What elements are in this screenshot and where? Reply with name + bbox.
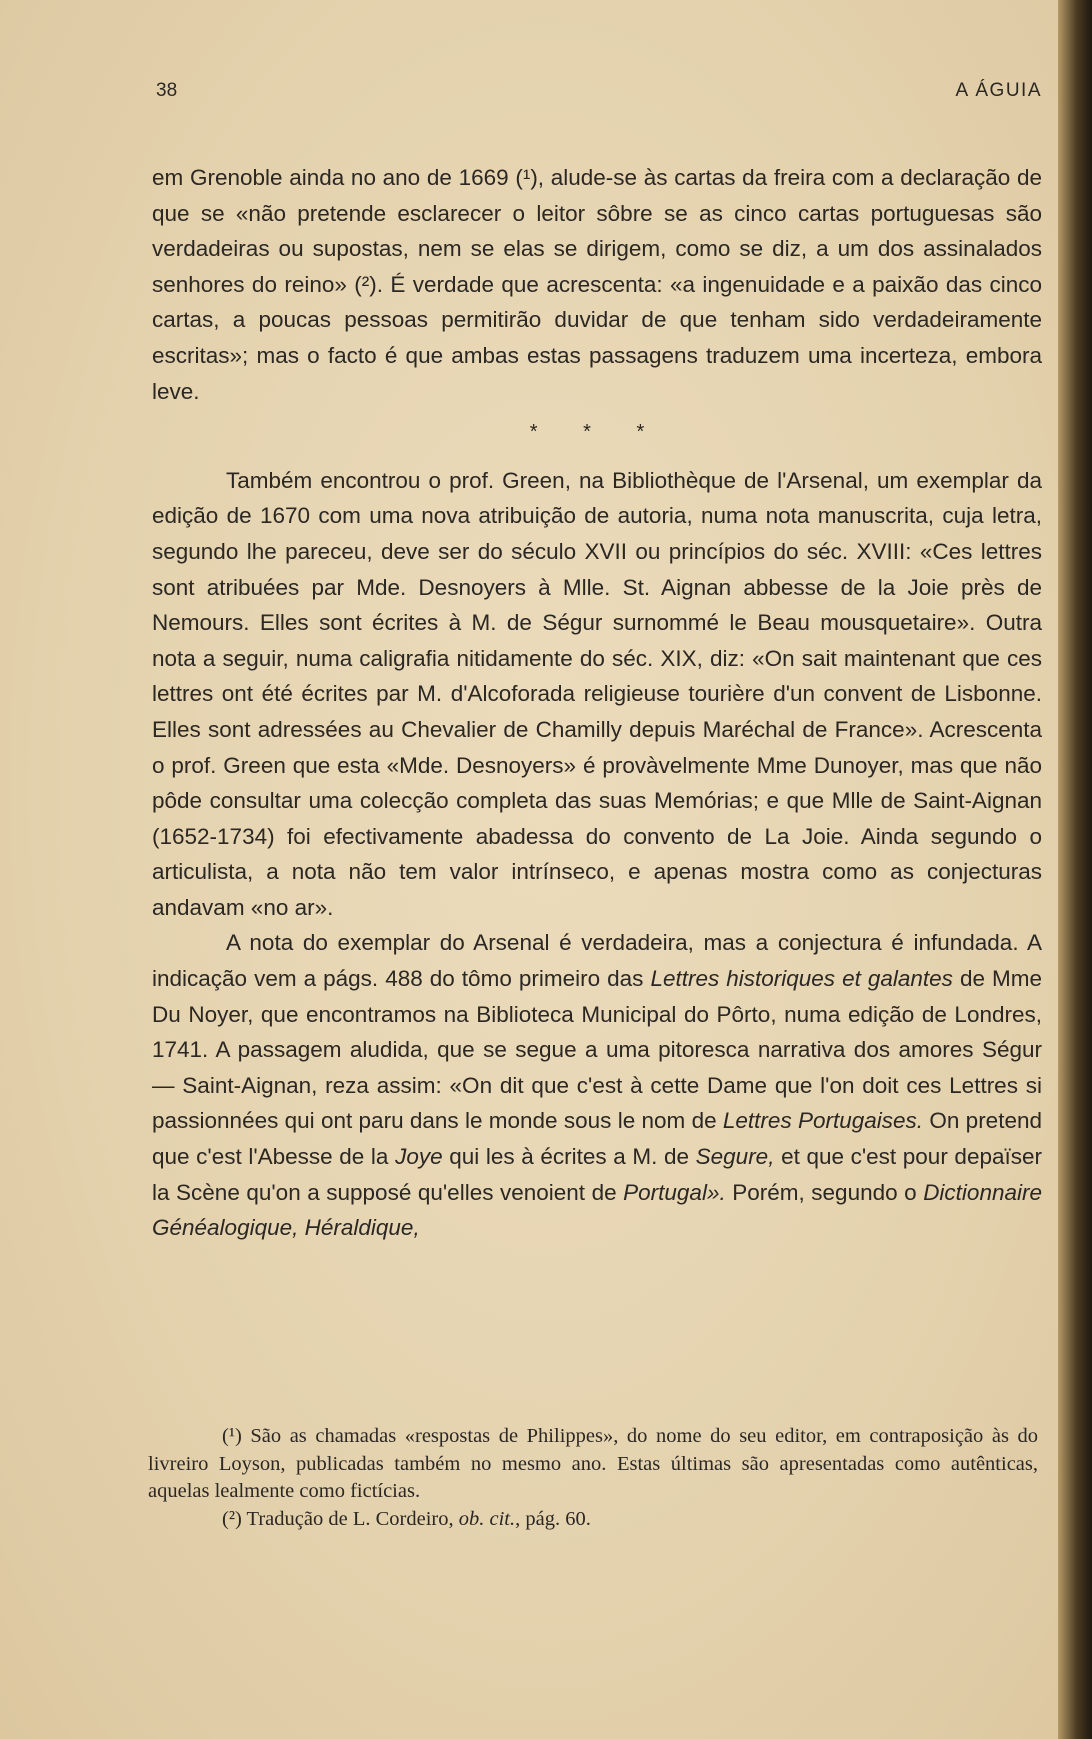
paragraph-3-text: et que c'est pour depaïser la Scène qu'on a supposé qu'elles venoient de <box>152 1144 1042 1205</box>
footnote-2 <box>148 1506 1038 1534</box>
footnotes <box>148 1423 1038 1533</box>
paragraph-2: Também encontrou o prof. Green, na Bibliothèque de l'Arsenal, um exemplar da edição de 1670 com uma nova atribuição de autoria, numa nota manuscrita, cuja letra, segundo lhe pareceu, deve ser do século XVII ou princípios do séc. XVIII: «Ces lettres sont atribuées par Mde. Desnoyers à Mlle. St. Aignan abbesse de la Joie près de Nemours. Elles sont écrites à M. de Ségur surnommé le Beau mousquetaire». Outra nota a seguir, numa caligrafia nitidamente do séc. XIX, diz: «On sait maintenant que ces lettres ont été écrites par M. d'Alcoforada religieuse tourière d'un convent de Lisbonne. Elles sont adressées au Chevalier de Chamilly depuis Maréchal de France». Acrescenta o prof. Green que esta «Mde. Desnoyers» é provàvelmente Mme Dunoyer, mas que não pôde consultar uma colecção completa das suas Memórias; e que Mlle de Saint-Aignan (1652-1734) foi efectivamente abadessa do convento de La Joie. Ainda segundo o articulista, a nota não tem valor intrínseco, e apenas mostra como as conjecturas andavam «no ar». <box>152 467 1042 920</box>
citation-abbrev: ob. cit. <box>458 1507 516 1530</box>
page-number: 38 <box>156 80 178 101</box>
paragraph-3-text: de Mme Du Noyer, que encontramos na Biblioteca Municipal do Pôrto, numa edição de Londres, 1741. A passagem aludida, que se segue a uma pitoresca narrativa dos amores Ségur — Saint-Aignan, reza assim: «On dit que c'est à cette Dame que l'on doit ces Lettres si passionnées qui ont paru dans le monde sous le nom de <box>152 966 1042 1134</box>
italic-word: Joye <box>395 1144 443 1170</box>
page-edge <box>1058 0 1092 1739</box>
paragraph-3-text: A nota do exemplar do Arsenal é verdadeira, mas a conjectura é infundada. A indicação vem a págs. 488 do tômo primeiro das <box>152 930 1042 992</box>
section-separator: * * * <box>529 421 665 444</box>
running-title: A ÁGUIA <box>955 80 1042 101</box>
book-title: Dictionnaire Généalogique, Héraldique, <box>152 1179 1042 1241</box>
page-header <box>156 80 1052 110</box>
body-text <box>152 160 1042 1246</box>
book-title: Lettres Portugaises. <box>722 1108 924 1134</box>
paragraph-1: em Grenoble ainda no ano de 1669 (¹), alude-se às cartas da freira com a declaração de que se «não pretende esclarecer o leitor sôbre se as cinco cartas portuguesas são verdadeiras ou supostas, nem se elas se dirigem, como se diz, a um dos assinalados senhores do reino» (²). É verdade que acrescenta: «a ingenuidade e a paixão das cinco cartas, a poucas pessoas permitirão duvidar de que tenham sido verdadeiramente escritas»; mas o facto é que ambas estas passagens traduzem uma incerteza, embora leve. <box>152 165 1042 404</box>
italic-word: Segure, <box>695 1144 775 1170</box>
paragraph-3-text: Porém, segundo o <box>725 1179 924 1205</box>
paragraph-3-text: qui les à écrites a M. de <box>442 1144 696 1170</box>
footnote-2-text: , pág. 60. <box>515 1507 591 1530</box>
paragraph-3 <box>152 925 1042 1245</box>
paragraph-3-text: On pretend que c'est l'Abesse de la <box>152 1108 1042 1170</box>
footnote-1: (¹) São as chamadas «respostas de Philippes», do nome do seu editor, em contraposição às do livreiro Loyson, publicadas também no mesmo ano. Estas últimas são apresentadas como autênticas, aquelas lealmente como fictícias. <box>148 1425 1038 1502</box>
footnote-2-text: (²) Tradução de L. Cordeiro, <box>222 1507 459 1530</box>
italic-word: Portugal». <box>623 1179 726 1205</box>
book-title: Lettres historiques et galantes <box>650 966 953 992</box>
